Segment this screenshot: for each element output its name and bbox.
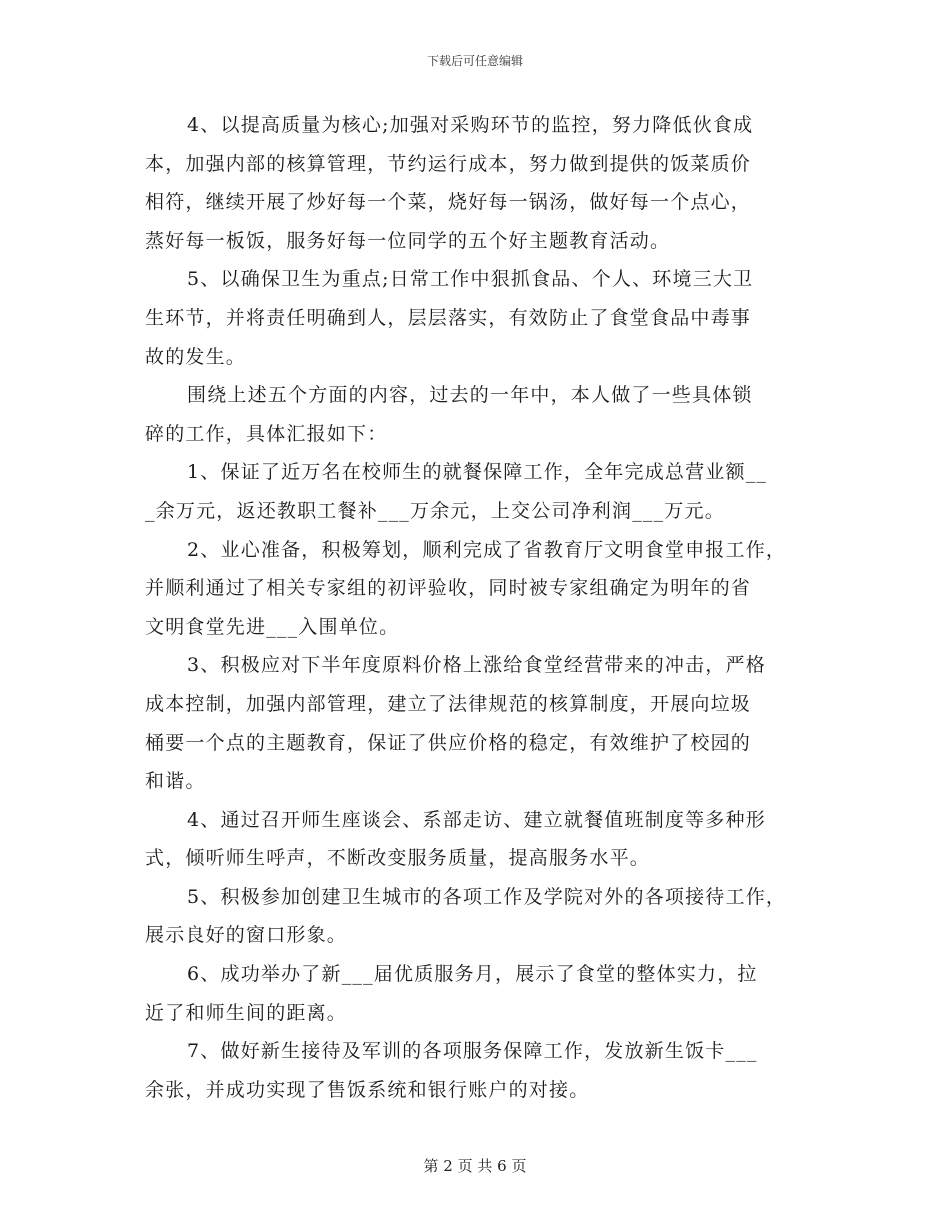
item-4-line-2: 式，倾听师生呼声，不断改变服务质量，提高服务水平。 xyxy=(145,847,651,870)
item-2-line-1: 2、业心准备，积极筹划，顺利完成了省教育厅文明食堂申报工作， xyxy=(187,538,787,561)
item-3-line-1: 3、积极应对下半年度原料价格上涨给食堂经营带来的冲击，严格 xyxy=(187,654,766,677)
paragraph-5-line-1: 5、以确保卫生为重点;日常工作中狠抓食品、个人、环境三大卫 xyxy=(187,268,754,291)
document-body xyxy=(145,106,810,1109)
paragraph-4-line-4: 蒸好每一板饭，服务好每一位同学的五个好主题教育活动。 xyxy=(145,229,671,252)
item-7-line-1: 7、做好新生接待及军训的各项服务保障工作，发放新生饭卡___ xyxy=(187,1040,758,1063)
item-6-line-1: 6、成功举办了新___届优质服务月，展示了食堂的整体实力，拉 xyxy=(187,963,758,986)
item-2-line-3: 文明食堂先进___入围单位。 xyxy=(145,615,400,638)
item-3-line-2: 成本控制，加强内部管理，建立了法律规范的核算制度，开展向垃圾 xyxy=(145,692,752,715)
summary-paragraph-line-1: 围绕上述五个方面的内容，过去的一年中，本人做了一些具体锁 xyxy=(187,384,753,407)
paragraph-5-line-3: 故的发生。 xyxy=(145,345,247,368)
item-4-line-1: 4、通过召开师生座谈会、系部走访、建立就餐值班制度等多种形 xyxy=(187,808,766,831)
paragraph-4-line-1: 4、以提高质量为核心;加强对采购环节的监控，努力降低伙食成 xyxy=(187,114,754,136)
page-number-footer: 第 2 页 共 6 页 xyxy=(423,1157,527,1175)
item-1-line-2: _余万元，返还教职工餐补___万余元，上交公司净利润___万元。 xyxy=(145,499,725,522)
paragraph-4-line-2: 本，加强内部的核算管理，节约运行成本，努力做到提供的饭菜质价 xyxy=(145,152,752,175)
item-1-line-1: 1、保证了近万名在校师生的就餐保障工作，全年完成总营业额__ xyxy=(187,461,768,484)
page-header: 下载后可任意编辑 xyxy=(426,54,523,68)
item-6-line-2: 近了和师生间的距离。 xyxy=(145,1001,348,1024)
item-3-line-3: 桶要一个点的主题教育，保证了供应价格的稳定，有效维护了校园的 xyxy=(145,731,752,754)
item-2-line-2: 并顺利通过了相关专家组的初评验收，同时被专家组确定为明年的省 xyxy=(145,577,752,600)
item-5-line-1: 5、积极参加创建卫生城市的各项工作及学院对外的各项接待工作， xyxy=(187,885,787,908)
item-3-line-4: 和谐。 xyxy=(145,770,206,793)
item-5-line-2: 展示良好的窗口形象。 xyxy=(145,924,348,947)
paragraph-5-line-2: 生环节，并将责任明确到人，层层落实，有效防止了食堂食品中毒事 xyxy=(145,306,752,329)
paragraph-4-line-3: 相符，继续开展了炒好每一个菜，烧好每一锅汤，做好每一个点心， xyxy=(145,191,752,214)
summary-paragraph-line-2: 碎的工作，具体汇报如下： xyxy=(145,422,388,445)
item-7-line-2: 余张，并成功实现了售饭系统和银行账户的对接。 xyxy=(145,1078,590,1101)
